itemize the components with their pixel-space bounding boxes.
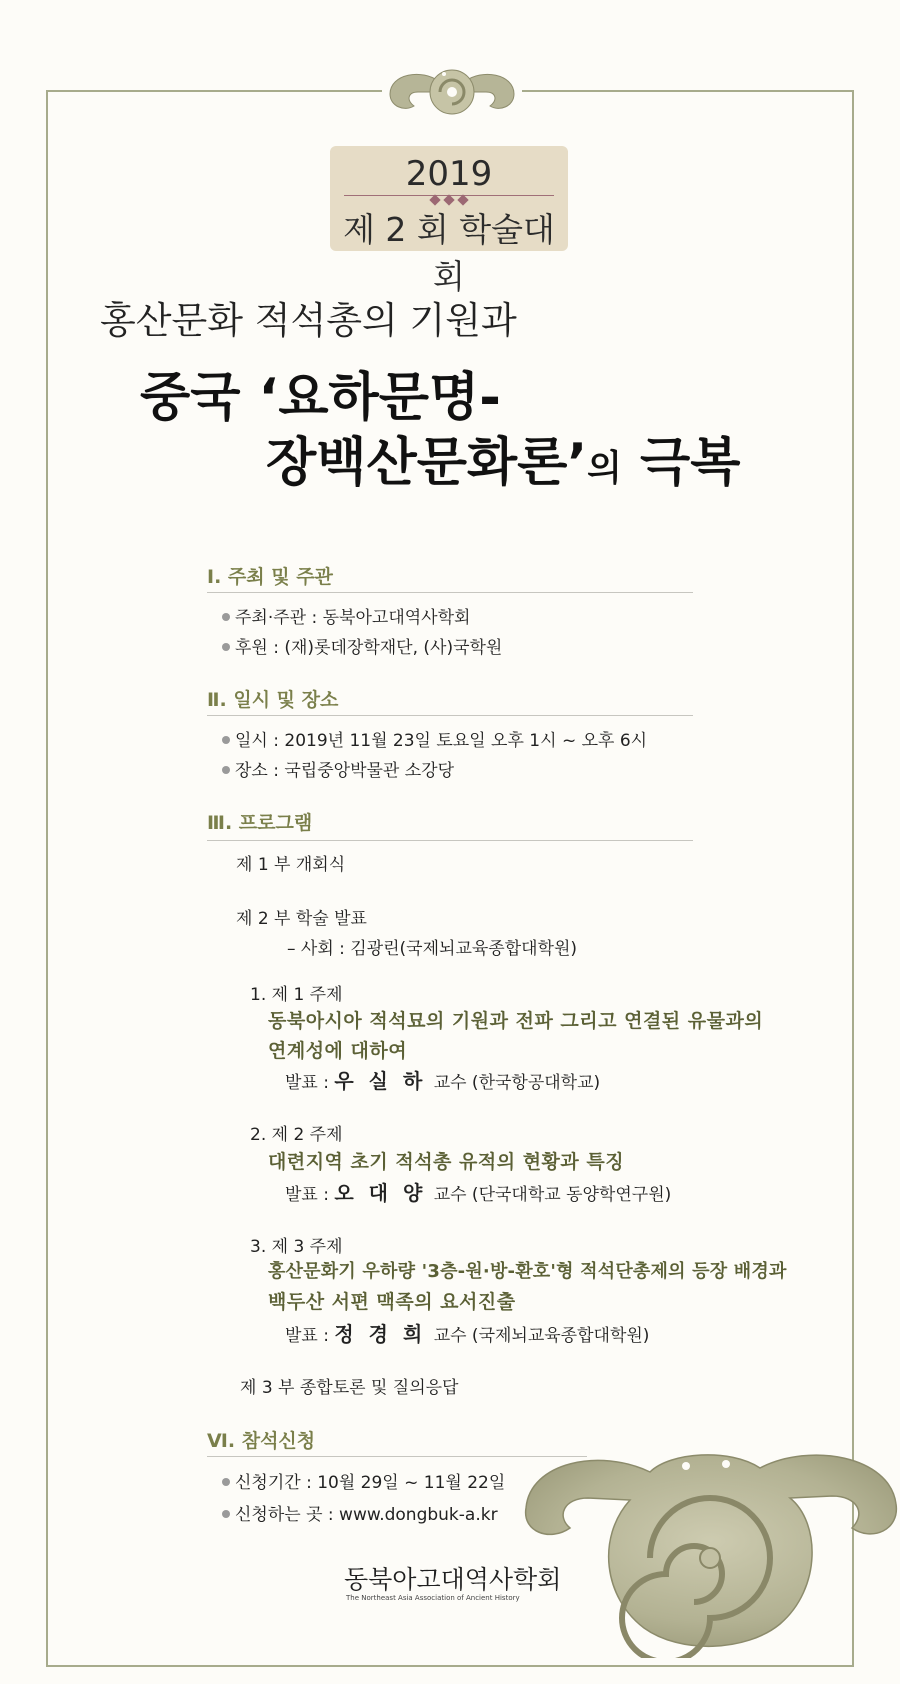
presenter-name: 오 대 양 [334,1181,427,1205]
topic-1-title-line-1: 동북아시아 적석묘의 기원과 전파 그리고 연결된 유물과의 [268,1010,764,1032]
topic-3-title-line-1: 홍산문화기 우하량 '3층-원·방-환호'형 적석단총제의 등장 배경과 [268,1261,787,1282]
section-rule [207,592,693,593]
section-rule [207,715,693,716]
topic-2-presenter [285,1177,671,1206]
presenter-name: 우 실 하 [334,1069,427,1093]
venue-item: 장소 : 국립중앙박물관 소강당 [222,756,454,781]
presenter-affiliation: 교수 (국제뇌교육종합대학원) [433,1326,650,1346]
event-badge [330,146,568,296]
topic-3-presenter [285,1318,649,1347]
presenter-label: 발표 : [285,1073,329,1093]
topic-3-number: 3. 제 3 주제 [250,1237,343,1257]
presenter-affiliation: 교수 (단국대학교 동양학연구원) [433,1185,672,1205]
topic-1-title-line-2: 연계성에 대하여 [268,1040,408,1062]
title-line-2: 중국 ‘요하문명- [140,368,501,428]
badge-year: 2019 [405,154,493,194]
presenter-affiliation: 교수 (한국항공대학교) [433,1073,601,1093]
program-part-1: 제 1 부 개회식 [236,855,346,875]
section-heading-program: Ⅲ. 프로그램 [207,812,313,834]
diamond-ornament-icon [330,189,568,203]
topic-1-presenter [285,1065,600,1094]
host-item: 주최·주관 : 동북아고대역사학회 [222,603,470,628]
topic-2-number: 2. 제 2 주제 [250,1125,343,1145]
section-rule [207,840,693,841]
topic-3-title-line-2: 백두산 서편 맥족의 요서진출 [268,1291,516,1313]
organizer-name-english: The Northeast Asia Association of Ancient History [346,1594,520,1602]
registration-period: 신청기간 : 10월 29일 ~ 11월 22일 [222,1468,505,1493]
presenter-label: 발표 : [285,1185,329,1205]
topic-2-title-line-1: 대련지역 초기 적석총 유적의 현황과 특징 [268,1151,625,1173]
title-line-1: 홍산문화 적석총의 기원과 [100,299,517,342]
presenter-label: 발표 : [285,1326,329,1346]
section-heading-registration: Ⅵ. 참석신청 [207,1430,316,1452]
title-line-3-particle: 의 [587,448,622,489]
sponsor-item: 후원 : (재)롯데장학재단, (사)국학원 [222,633,502,658]
title-line-3-end: 극복 [621,433,741,493]
topic-1-number: 1. 제 1 주제 [250,985,343,1005]
title-line-3-main: 장백산문화론’ [266,433,588,493]
registration-site: 신청하는 곳 : www.dongbuk-a.kr [222,1500,498,1525]
title-line-3 [266,420,741,495]
presenter-name: 정 경 희 [334,1322,427,1346]
program-moderator: – 사회 : 김광린(국제뇌교육종합대학원) [287,939,578,959]
jade-pig-dragon-icon [520,1438,900,1658]
date-item: 일시 : 2019년 11월 23일 토요일 오후 1시 ~ 오후 6시 [222,726,647,751]
program-part-2: 제 2 부 학술 발표 [236,909,367,929]
organizer-name: 동북아고대역사학회 [344,1565,562,1594]
section-heading-datetime: Ⅱ. 일시 및 장소 [207,689,339,711]
badge-event: 제 2 회 학술대회 [343,210,555,296]
program-part-3: 제 3 부 종합토론 및 질의응답 [240,1378,459,1398]
jade-ornament-icon [382,60,522,122]
section-heading-host: Ⅰ. 주최 및 주관 [207,566,333,588]
